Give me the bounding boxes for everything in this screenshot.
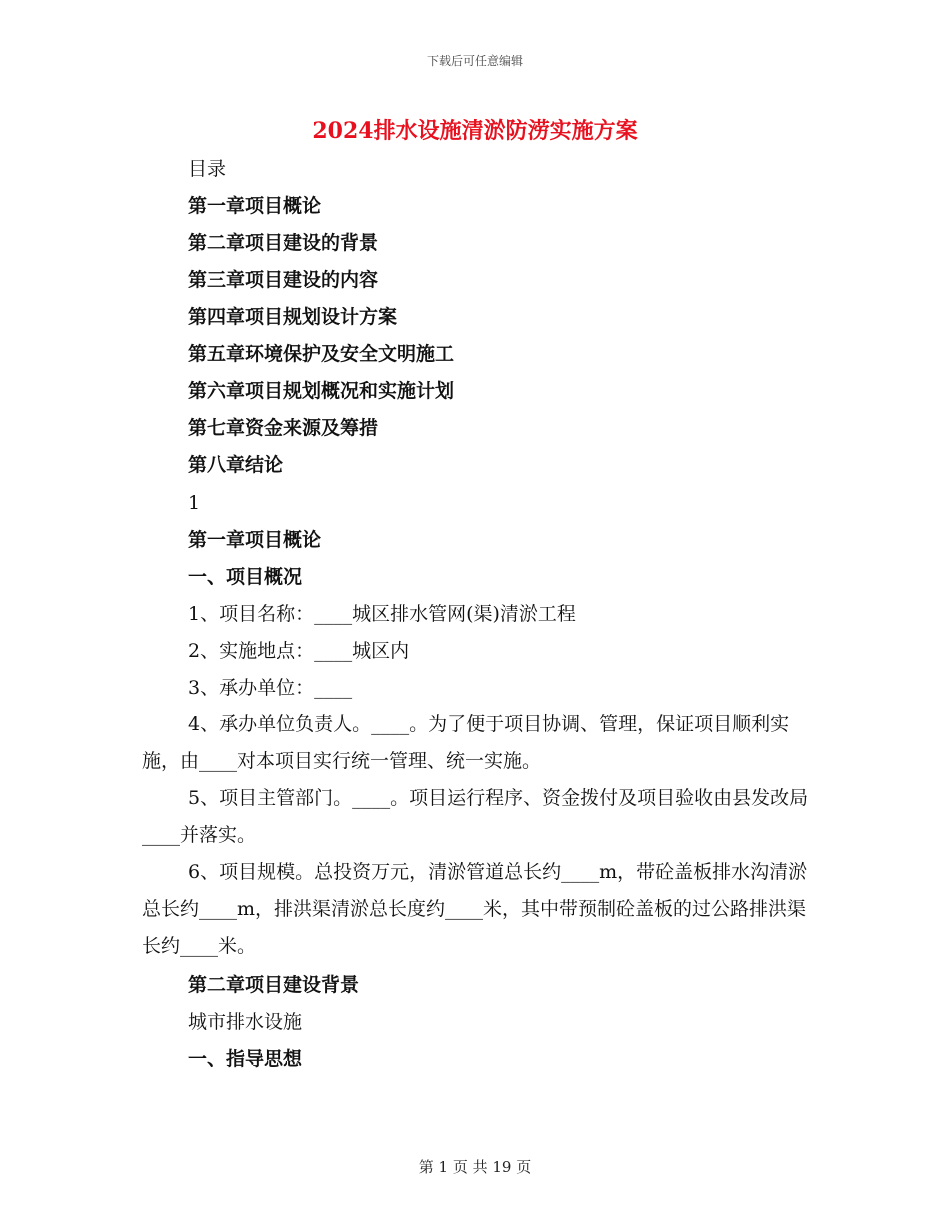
toc-item: 第二章项目建设的背景 (188, 232, 379, 254)
toc-page-number: 1 (188, 492, 201, 514)
toc-item: 第一章项目概论 (188, 195, 322, 217)
toc-item: 第七章资金来源及筹措 (188, 417, 379, 439)
toc-item: 第八章结论 (188, 454, 284, 476)
toc-heading: 目录 (188, 158, 227, 180)
subtitle: 城市排水设施 (188, 1011, 303, 1033)
toc-item: 第五章环境保护及安全文明施工 (188, 343, 455, 365)
toc-item: 第三章项目建设的内容 (188, 269, 379, 291)
paragraph: 5、项目主管部门。____。项目运行程序、资金拨付及项目验收由县发改局____并落实。 (142, 787, 809, 846)
toc-item: 第六章项目规划概况和实施计划 (188, 380, 455, 402)
paragraph: 4、承办单位负责人。____。为了便于项目协调、管理，保证项目顺利实施，由____对本项目实行统一管理、统一实施。 (142, 713, 790, 772)
chapter-heading: 第二章项目建设背景 (188, 974, 360, 996)
list-item: 2、实施地点：____城区内 (188, 640, 410, 662)
section-heading: 一、指导思想 (188, 1048, 303, 1070)
list-item: 1、项目名称：____城区排水管网(渠)清淤工程 (188, 603, 576, 625)
section-heading: 一、项目概况 (188, 566, 303, 588)
toc-item: 第四章项目规划设计方案 (188, 306, 398, 328)
paragraph: 6、项目规模。总投资万元，清淤管道总长约____m，带砼盖板排水沟清淤总长约____m，排洪渠清淤总长度约____米，其中带预制砼盖板的过公路排洪渠长约____米。 (142, 861, 808, 957)
header-note: 下载后可任意编辑 (426, 54, 523, 68)
document-title: 2024排水设施清淤防涝实施方案 (312, 118, 638, 144)
page-footer: 第 1 页 共 19 页 (418, 1158, 532, 1176)
chapter-heading: 第一章项目概论 (188, 529, 322, 551)
list-item: 3、承办单位：____ (188, 677, 353, 699)
